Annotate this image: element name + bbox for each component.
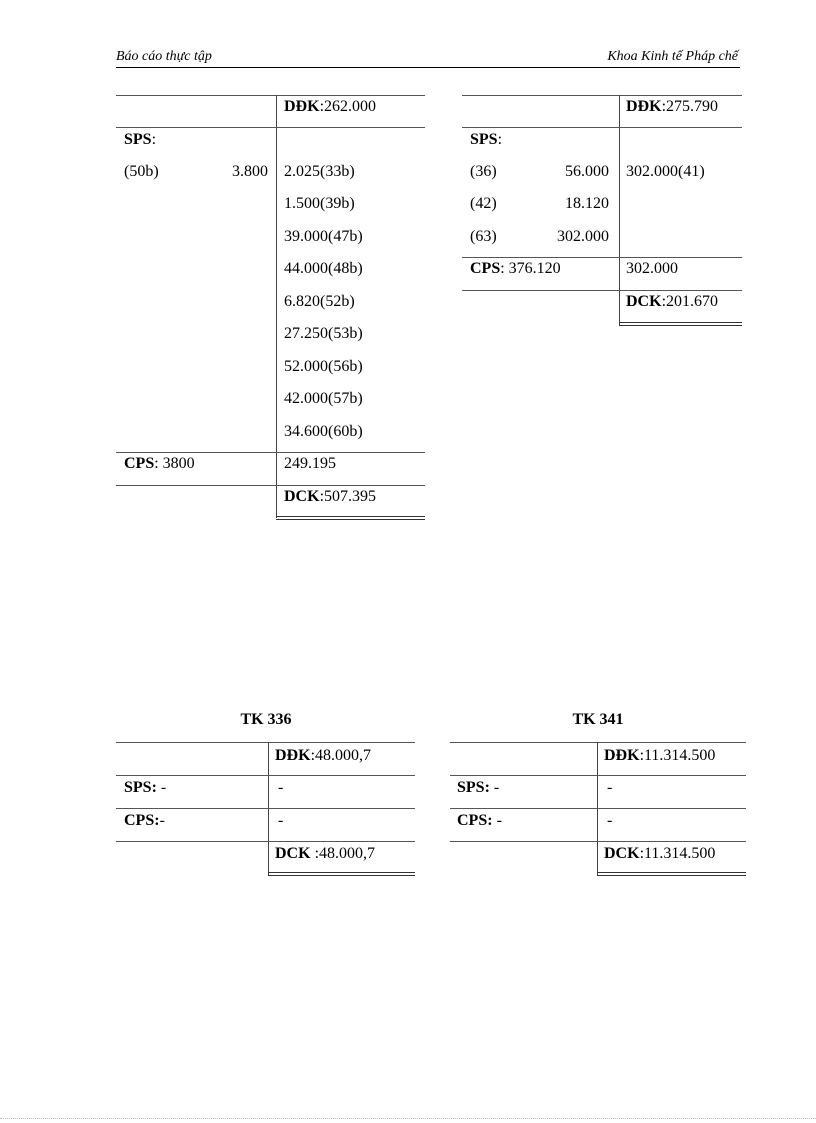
cps-label: CPS: bbox=[457, 812, 493, 829]
cps-debit-value: : 376.120 bbox=[500, 260, 561, 277]
account-title: TK 341 bbox=[572, 711, 624, 728]
sps-heading bbox=[470, 131, 502, 149]
opening-value: :11.314.500 bbox=[639, 747, 716, 764]
top-rule bbox=[116, 95, 425, 96]
sps-label: SPS: bbox=[124, 779, 157, 796]
debit-amount: 56.000 bbox=[565, 163, 609, 180]
header-rule bbox=[116, 67, 740, 68]
credit-entry: 34.600(60b) bbox=[284, 423, 363, 440]
top-rule bbox=[116, 742, 415, 743]
closing-label: DCK bbox=[275, 845, 311, 862]
opening-label: DĐK bbox=[275, 747, 311, 764]
closing-rule bbox=[116, 841, 415, 842]
header-left: Báo cáo thực tập bbox=[116, 49, 212, 64]
closing-label: DCK bbox=[626, 293, 662, 310]
sps-label: SPS bbox=[124, 131, 152, 148]
opening-label: DĐK bbox=[626, 98, 662, 115]
closing-value: :507.395 bbox=[319, 488, 377, 505]
sps-label: SPS: bbox=[457, 779, 490, 796]
cps-debit: - bbox=[159, 812, 165, 829]
sps-label: SPS bbox=[470, 131, 498, 148]
debit-ref: (63) bbox=[470, 228, 497, 245]
opening-balance bbox=[626, 98, 718, 116]
opening-rule bbox=[450, 775, 746, 776]
credit-entry: 6.820(52b) bbox=[284, 293, 355, 310]
debit-amount: 18.120 bbox=[565, 195, 609, 212]
opening-rule bbox=[116, 775, 415, 776]
closing-double-rule bbox=[276, 516, 425, 520]
cps-label: CPS: bbox=[124, 812, 160, 829]
opening-rule bbox=[116, 127, 425, 128]
sps-debit: - bbox=[493, 779, 500, 796]
debit-amount: 302.000 bbox=[557, 228, 609, 245]
cps-row bbox=[457, 812, 502, 830]
debit-ref: (42) bbox=[470, 195, 497, 212]
cps-credit: 302.000 bbox=[626, 260, 678, 277]
closing-double-rule bbox=[268, 872, 415, 876]
credit-entry: 27.250(53b) bbox=[284, 325, 363, 342]
cps-debit bbox=[124, 455, 195, 473]
sps-debit: - bbox=[160, 779, 167, 796]
closing-double-rule bbox=[597, 872, 746, 876]
sps-row bbox=[124, 779, 166, 797]
closing-label: DCK bbox=[284, 488, 320, 505]
debit-amount: 3.800 bbox=[232, 163, 268, 180]
closing-balance bbox=[604, 845, 715, 863]
credit-entry: 39.000(47b) bbox=[284, 228, 363, 245]
account-title: TK 336 bbox=[240, 711, 292, 728]
credit-entry: 52.000(56b) bbox=[284, 358, 363, 375]
page-bottom-edge bbox=[0, 1118, 816, 1119]
cps-row bbox=[124, 812, 165, 830]
closing-balance bbox=[626, 293, 718, 311]
opening-value: :48.000,7 bbox=[310, 747, 372, 764]
closing-balance bbox=[284, 488, 376, 506]
cps-rule bbox=[462, 257, 742, 258]
sps-row bbox=[457, 779, 499, 797]
cps-credit: - bbox=[607, 812, 613, 829]
sps-credit: - bbox=[607, 779, 613, 796]
credit-entry: 1.500(39b) bbox=[284, 195, 355, 212]
cps-debit bbox=[470, 260, 561, 278]
sps-credit: - bbox=[278, 779, 284, 796]
credit-entry: 42.000(57b) bbox=[284, 390, 363, 407]
cps-rule bbox=[116, 452, 425, 453]
top-rule bbox=[462, 95, 742, 96]
header-right: Khoa Kinh tế Pháp chế bbox=[607, 49, 738, 64]
opening-label: DĐK bbox=[284, 98, 320, 115]
credit-entry: 44.000(48b) bbox=[284, 260, 363, 277]
opening-balance bbox=[275, 747, 371, 765]
sps-colon: : bbox=[497, 131, 503, 148]
closing-rule bbox=[462, 290, 742, 291]
closing-double-rule bbox=[619, 322, 742, 326]
top-rule bbox=[450, 742, 746, 743]
sps-rule bbox=[116, 808, 415, 809]
cps-debit-value: : 3800 bbox=[154, 455, 195, 472]
closing-value: :201.670 bbox=[661, 293, 719, 310]
closing-value: :48.000,7 bbox=[310, 845, 376, 862]
cps-label: CPS bbox=[470, 260, 501, 277]
debit-ref: (50b) bbox=[124, 163, 159, 180]
credit-entry: 2.025(33b) bbox=[284, 163, 355, 180]
closing-value: :11.314.500 bbox=[639, 845, 716, 862]
closing-rule bbox=[450, 841, 746, 842]
cps-credit: 249.195 bbox=[284, 455, 336, 472]
sps-heading bbox=[124, 131, 156, 149]
cps-debit: - bbox=[496, 812, 502, 829]
closing-label: DCK bbox=[604, 845, 640, 862]
closing-rule bbox=[116, 485, 425, 486]
closing-balance bbox=[275, 845, 375, 863]
credit-entry: 302.000(41) bbox=[626, 163, 705, 180]
opening-balance bbox=[284, 98, 376, 116]
opening-rule bbox=[462, 127, 742, 128]
debit-ref: (36) bbox=[470, 163, 497, 180]
opening-value: :275.790 bbox=[661, 98, 719, 115]
opening-label: DĐK bbox=[604, 747, 640, 764]
sps-rule bbox=[450, 808, 746, 809]
sps-colon: : bbox=[151, 131, 157, 148]
opening-value: :262.000 bbox=[319, 98, 377, 115]
cps-credit: - bbox=[278, 812, 284, 829]
opening-balance bbox=[604, 747, 715, 765]
cps-label: CPS bbox=[124, 455, 155, 472]
center-divider bbox=[276, 95, 277, 518]
